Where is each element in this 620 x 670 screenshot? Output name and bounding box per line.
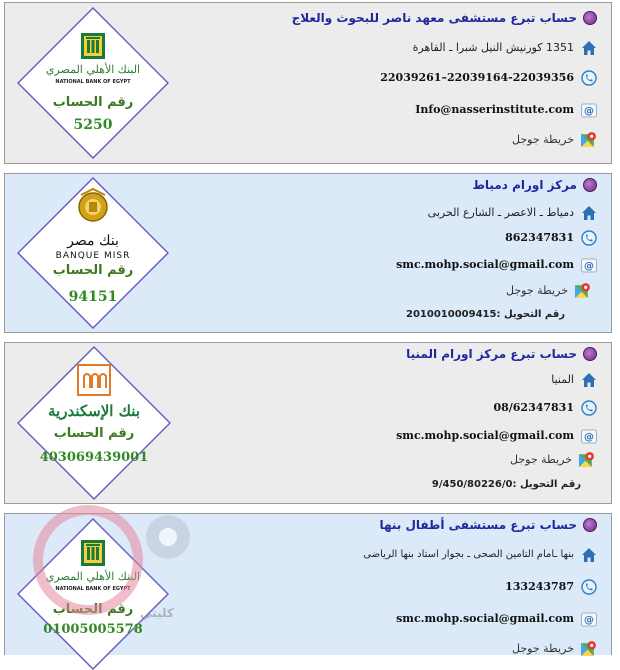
- email-icon: [580, 256, 597, 273]
- card-title-row[interactable]: [292, 11, 597, 25]
- address-text: 1351 كورنيش النيل شبرا ـ القاهرة: [412, 41, 574, 54]
- email-icon: [580, 610, 597, 627]
- phone-row[interactable]: [380, 69, 597, 86]
- transfer-number: رقم التحويل :9/450/80226/0: [431, 479, 581, 490]
- email-link[interactable]: Info@nasserinstitute.com: [415, 103, 574, 116]
- national-bank-logo-icon: [81, 33, 105, 59]
- map-row[interactable]: [510, 451, 595, 468]
- map-row[interactable]: [512, 640, 597, 657]
- transfer-row: [406, 309, 565, 320]
- address-row: [413, 39, 597, 56]
- phone-number[interactable]: 133243787: [505, 580, 574, 593]
- bank-badge: [17, 518, 169, 670]
- email-row[interactable]: [396, 256, 597, 273]
- bank-name-ar: بنك مصر: [67, 233, 119, 249]
- map-row[interactable]: [506, 282, 591, 299]
- google-maps-icon: [574, 282, 591, 299]
- phone-number[interactable]: 862347831: [505, 231, 574, 244]
- map-link[interactable]: خريطة جوجل: [512, 133, 574, 146]
- donation-card-benha: [4, 513, 612, 655]
- banque-misr-logo-icon: [75, 187, 111, 227]
- account-number: 94151: [68, 289, 118, 305]
- map-link[interactable]: خريطة جوجل: [512, 642, 574, 655]
- card-title[interactable]: حساب تبرع مركز اورام المنيا: [406, 347, 577, 361]
- address-row: [428, 204, 597, 221]
- address-row: [551, 371, 597, 388]
- email-link[interactable]: smc.mohp.social@gmail.com: [396, 429, 574, 442]
- email-link[interactable]: smc.mohp.social@gmail.com: [396, 258, 574, 271]
- email-row[interactable]: [415, 101, 597, 118]
- home-icon: [580, 371, 597, 388]
- google-maps-icon: [578, 451, 595, 468]
- card-title-row[interactable]: [379, 518, 597, 532]
- account-label: رقم الحساب: [52, 95, 134, 110]
- account-label: رقم الحساب: [53, 426, 135, 441]
- google-maps-icon: [580, 640, 597, 657]
- phone-icon: [580, 578, 597, 595]
- donation-card-minya: [4, 342, 612, 504]
- email-row[interactable]: [396, 610, 597, 627]
- card-title[interactable]: حساب تبرع مستشفى أطفال بنها: [379, 518, 577, 532]
- email-icon: [580, 101, 597, 118]
- map-link[interactable]: خريطة جوجل: [506, 284, 568, 297]
- phone-row[interactable]: [505, 578, 597, 595]
- email-icon: [580, 427, 597, 444]
- bank-name-ar: البنك الأهلي المصري: [45, 570, 141, 583]
- bank-name-en: NATIONAL BANK OF EGYPT: [55, 586, 131, 592]
- account-number: 5250: [73, 117, 113, 133]
- phone-icon: [580, 229, 597, 246]
- title-bullet-icon: [583, 11, 597, 25]
- address-row: [363, 546, 597, 563]
- map-row[interactable]: [512, 131, 597, 148]
- bank-alexandria-logo-icon: [77, 364, 111, 396]
- home-icon: [580, 204, 597, 221]
- title-bullet-icon: [583, 178, 597, 192]
- card-title-row[interactable]: [406, 347, 597, 361]
- home-icon: [580, 546, 597, 563]
- google-maps-icon: [580, 131, 597, 148]
- account-label: رقم الحساب: [52, 263, 134, 278]
- title-bullet-icon: [583, 518, 597, 532]
- bank-name-en: NATIONAL BANK OF EGYPT: [55, 79, 131, 85]
- title-bullet-icon: [583, 347, 597, 361]
- donation-card-nasser: [4, 2, 612, 164]
- bank-badge: [17, 7, 169, 159]
- phone-icon: [580, 69, 597, 86]
- phone-number[interactable]: 08/62347831: [493, 401, 574, 414]
- address-text: بنها ـامام التامين الصحى ـ بجوار استاد بنها الرياضى: [363, 549, 574, 560]
- map-link[interactable]: خريطة جوجل: [510, 453, 572, 466]
- bank-name-ar: بنك الإسكندرية: [48, 402, 140, 420]
- card-title[interactable]: مركز اورام دمياط: [472, 178, 577, 192]
- national-bank-logo-icon: [81, 540, 105, 566]
- address-text: المنيا: [551, 373, 574, 386]
- phone-row[interactable]: [493, 399, 597, 416]
- transfer-row: [432, 479, 581, 490]
- phone-row[interactable]: [505, 229, 597, 246]
- transfer-number: رقم التحويل :2010010009415: [406, 309, 565, 320]
- account-label: رقم الحساب: [52, 602, 134, 617]
- address-text: دمياط ـ الاعصر ـ الشارع الحربى: [427, 206, 574, 219]
- bank-badge: [17, 346, 171, 500]
- bank-badge: [17, 177, 169, 329]
- bank-name-en: BANQUE MISR: [55, 251, 131, 261]
- account-number: 403069439001: [39, 450, 149, 465]
- phone-number[interactable]: 22039261–22039164-22039356: [380, 71, 574, 84]
- phone-icon: [580, 399, 597, 416]
- watermark-text: كليتي: [140, 606, 174, 620]
- bank-name-ar: البنك الأهلي المصري: [45, 63, 141, 76]
- donation-card-damietta: [4, 173, 612, 333]
- account-number: 01005005578: [43, 622, 143, 637]
- card-title-row[interactable]: [472, 178, 597, 192]
- email-link[interactable]: smc.mohp.social@gmail.com: [396, 612, 574, 625]
- home-icon: [580, 39, 597, 56]
- card-title[interactable]: حساب تبرع مستشفى معهد ناصر للبحوث والعلاج: [291, 11, 577, 25]
- email-row[interactable]: [396, 427, 597, 444]
